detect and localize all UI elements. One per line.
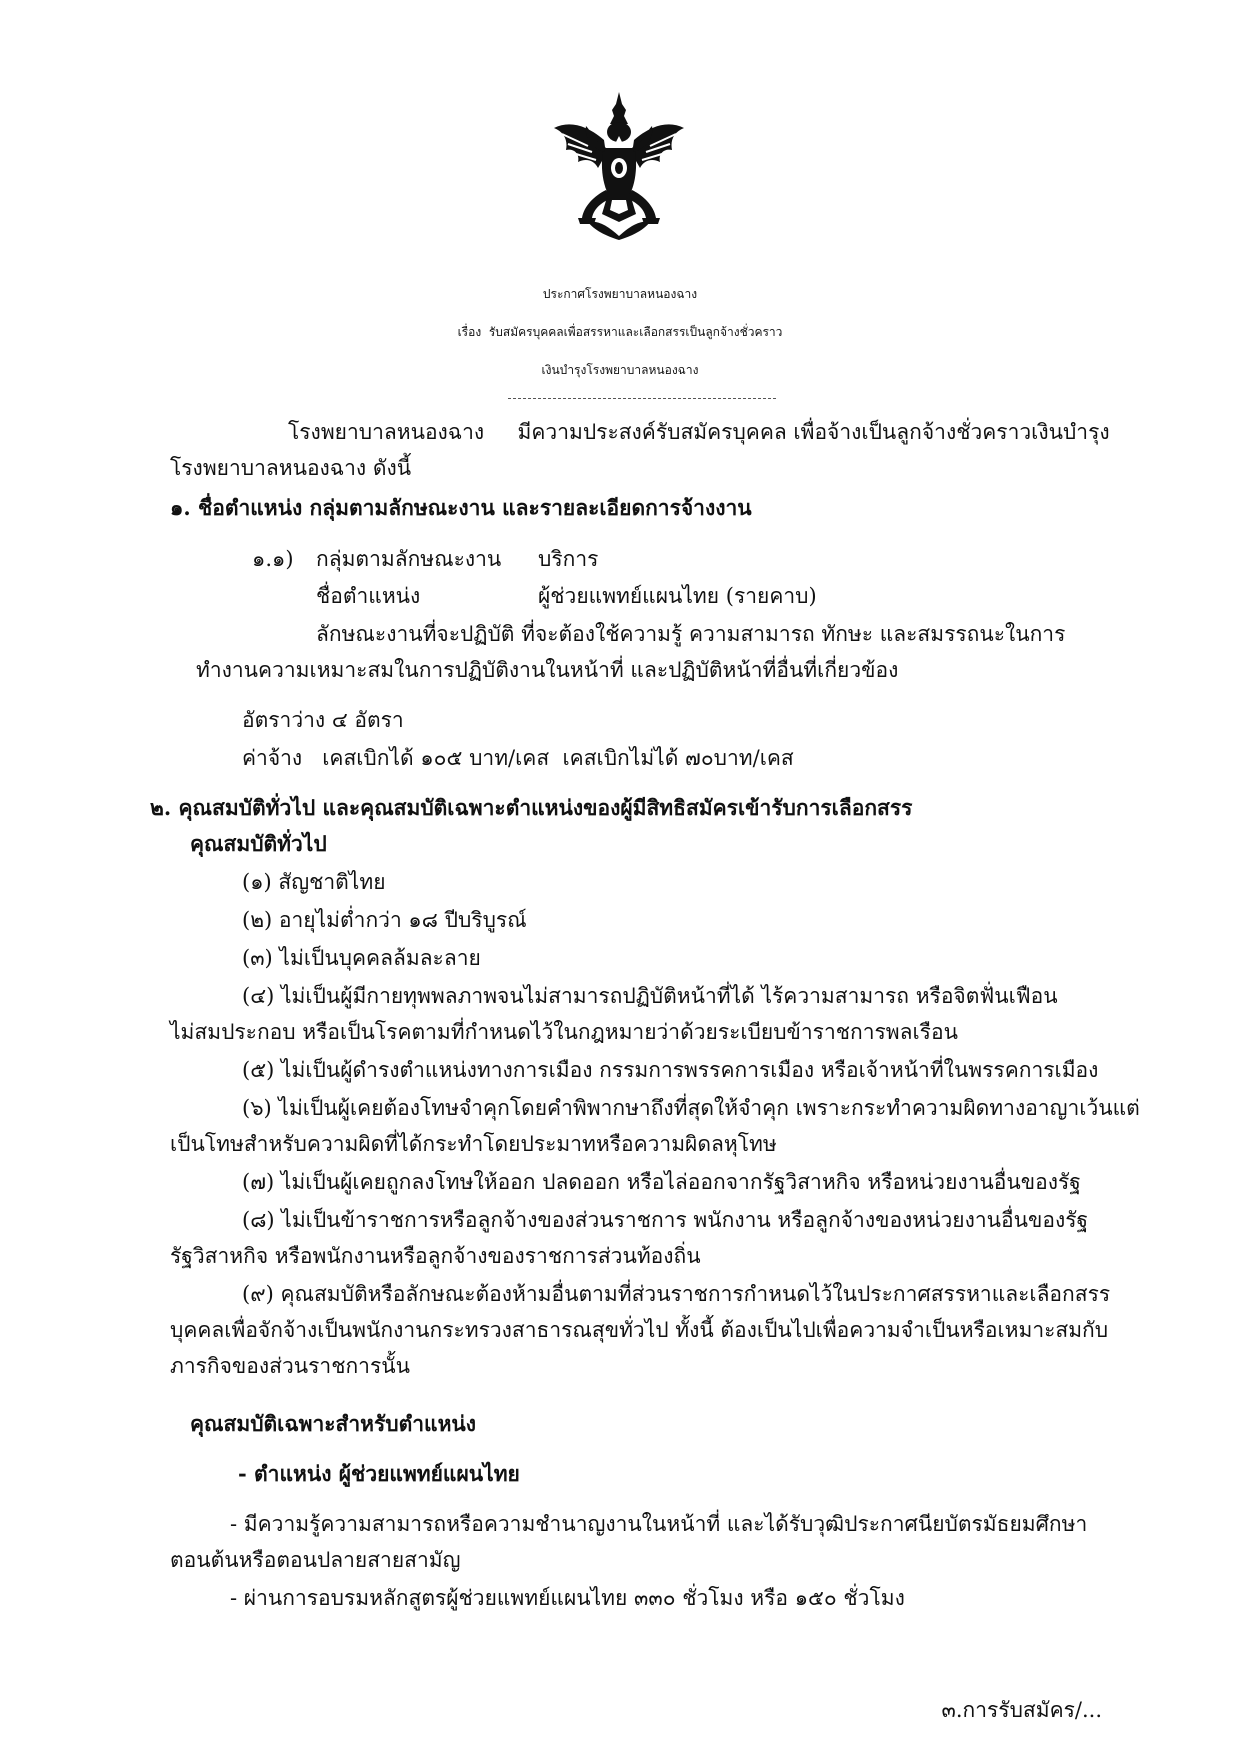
continuation-note: ๓.การรับสมัคร/... [941, 1698, 1102, 1722]
specific-position: - ตำแหน่ง ผู้ช่วยแพทย์แผนไทย [238, 1461, 520, 1486]
duty-text: ที่จะต้องใช้ความรู้ ความสามารถ ทักษะ และสมรรถนะในการ [521, 622, 1066, 646]
position-label: ชื่อตำแหน่ง [316, 584, 421, 608]
qualification-item-cont: ภารกิจของส่วนราชการนั้น [170, 1354, 410, 1378]
specific-item: - มีความรู้ความสามารถหรือความชำนาญงานในหน้าที่ และได้รับวุฒิประกาศนียบัตรมัธยมศึกษา [230, 1512, 1088, 1536]
duty-line [316, 620, 1065, 648]
qualification-item: (๕) ไม่เป็นผู้ดำรงตำแหน่งทางการเมือง กรรมการพรรคการเมือง หรือเจ้าหน้าที่ในพรรคการเมือง [242, 1058, 1099, 1082]
specific-qualifications-heading: คุณสมบัติเฉพาะสำหรับตำแหน่ง [190, 1411, 477, 1436]
subject-label: เรื่อง [457, 325, 482, 339]
qualification-item: (๙) คุณสมบัติหรือลักษณะต้องห้ามอื่นตามที่ส่วนราชการกำหนดไว้ในประกาศสรรหาและเลือกสรร [242, 1282, 1111, 1306]
general-qualifications-heading: คุณสมบัติทั่วไป [190, 831, 327, 856]
qualification-item-cont: รัฐวิสาหกิจ หรือพนักงานหรือลูกจ้างของราชการส่วนท้องถิ่น [170, 1244, 701, 1268]
garuda-emblem-icon [548, 90, 690, 240]
vacancy: อัตราว่าง ๔ อัตรา [242, 708, 404, 732]
specific-item: - ผ่านการอบรมหลักสูตรผู้ช่วยแพทย์แผนไทย ๓๓๐ ชั่วโมง หรือ ๑๕๐ ชั่วโมง [230, 1586, 905, 1610]
qualification-item: (๗) ไม่เป็นผู้เคยถูกลงโทษให้ออก ปลดออก หรือไล่ออกจากรัฐวิสาหกิจ หรือหน่วยงานอื่นของรัฐ [242, 1170, 1081, 1194]
announcement-subject-line2: เงินบำรุงโรงพยาบาลหนองฉาง [541, 363, 699, 377]
specific-item-cont: ตอนต้นหรือตอนปลายสายสามัญ [170, 1548, 461, 1572]
qualification-item: (๒) อายุไม่ต่ำกว่า ๑๘ ปีบริบูรณ์ [242, 908, 527, 932]
announcement-title: ประกาศโรงพยาบาลหนองฉาง [542, 287, 698, 301]
qualification-item: (๓) ไม่เป็นบุคคลล้มละลาย [242, 946, 481, 970]
qualification-item-cont: เป็นโทษสำหรับความผิดที่ได้กระทำโดยประมาทหรือความผิดลหุโทษ [170, 1132, 777, 1156]
qualification-item: (๑) สัญชาติไทย [242, 870, 386, 894]
announcement-subject [0, 318, 1240, 346]
subject-text: รับสมัครบุคคลเพื่อสรรหาและเลือกสรรเป็นลูกจ้างชั่วคราว [488, 325, 783, 339]
section2-heading: ๒. คุณสมบัติทั่วไป และคุณสมบัติเฉพาะตำแหน่งของผู้มีสิทธิสมัครเข้ารับการเลือกสรร [150, 795, 913, 820]
position-value: ผู้ช่วยแพทย์แผนไทย (รายคาบ) [538, 584, 817, 608]
intro-line1: โรงพยาบาลหนองฉาง มีความประสงค์รับสมัครบุคคล เพื่อจ้างเป็นลูกจ้างชั่วคราวเงินบำรุง [288, 420, 1110, 444]
qualification-item-cont: บุคคลเพื่อจักจ้างเป็นพนักงานกระทรวงสาธารณสุขทั่วไป ทั้งนี้ ต้องเป็นไปเพื่อความจำเป็นหรือเหมาะสมกับ [170, 1318, 1109, 1342]
qualification-item: (๔) ไม่เป็นผู้มีกายทุพพลภาพจนไม่สามารถปฏิบัติหน้าที่ได้ ไร้ความสามารถ หรือจิตฟั่นเฟือน [242, 984, 1058, 1008]
qualification-item: (๖) ไม่เป็นผู้เคยต้องโทษจำคุกโดยคำพิพากษาถึงที่สุดให้จำคุก เพราะกระทำความผิดทางอาญาเว้นแต่ [242, 1096, 1140, 1120]
group-label: กลุ่มตามลักษณะงาน [316, 547, 502, 571]
item-number: ๑.๑) [252, 547, 294, 571]
group-value: บริการ [538, 547, 599, 571]
intro-line2: โรงพยาบาลหนองฉาง ดังนี้ [170, 456, 412, 480]
duty-label: ลักษณะงานที่จะปฏิบัติ [316, 622, 515, 646]
qualification-item: (๘) ไม่เป็นข้าราชการหรือลูกจ้างของส่วนราชการ พนักงาน หรือลูกจ้างของหน่วยงานอื่นของรัฐ [242, 1208, 1089, 1232]
header-divider [508, 398, 776, 399]
qualification-item-cont: ไม่สมประกอบ หรือเป็นโรคตามที่กำหนดไว้ในกฎหมายว่าด้วยระเบียบข้าราชการพลเรือน [170, 1020, 958, 1044]
wage: ค่าจ้าง เคสเบิกได้ ๑๐๕ บาท/เคส เคสเบิกไม่ได้ ๗๐บาท/เคส [242, 746, 794, 770]
section1-heading: ๑. ชื่อตำแหน่ง กลุ่มตามลักษณะงาน และรายละเอียดการจ้างงาน [170, 495, 752, 520]
duty-text-line2: ทำงานความเหมาะสมในการปฏิบัติงานในหน้าที่ และปฏิบัติหน้าที่อื่นที่เกี่ยวข้อง [196, 658, 899, 682]
